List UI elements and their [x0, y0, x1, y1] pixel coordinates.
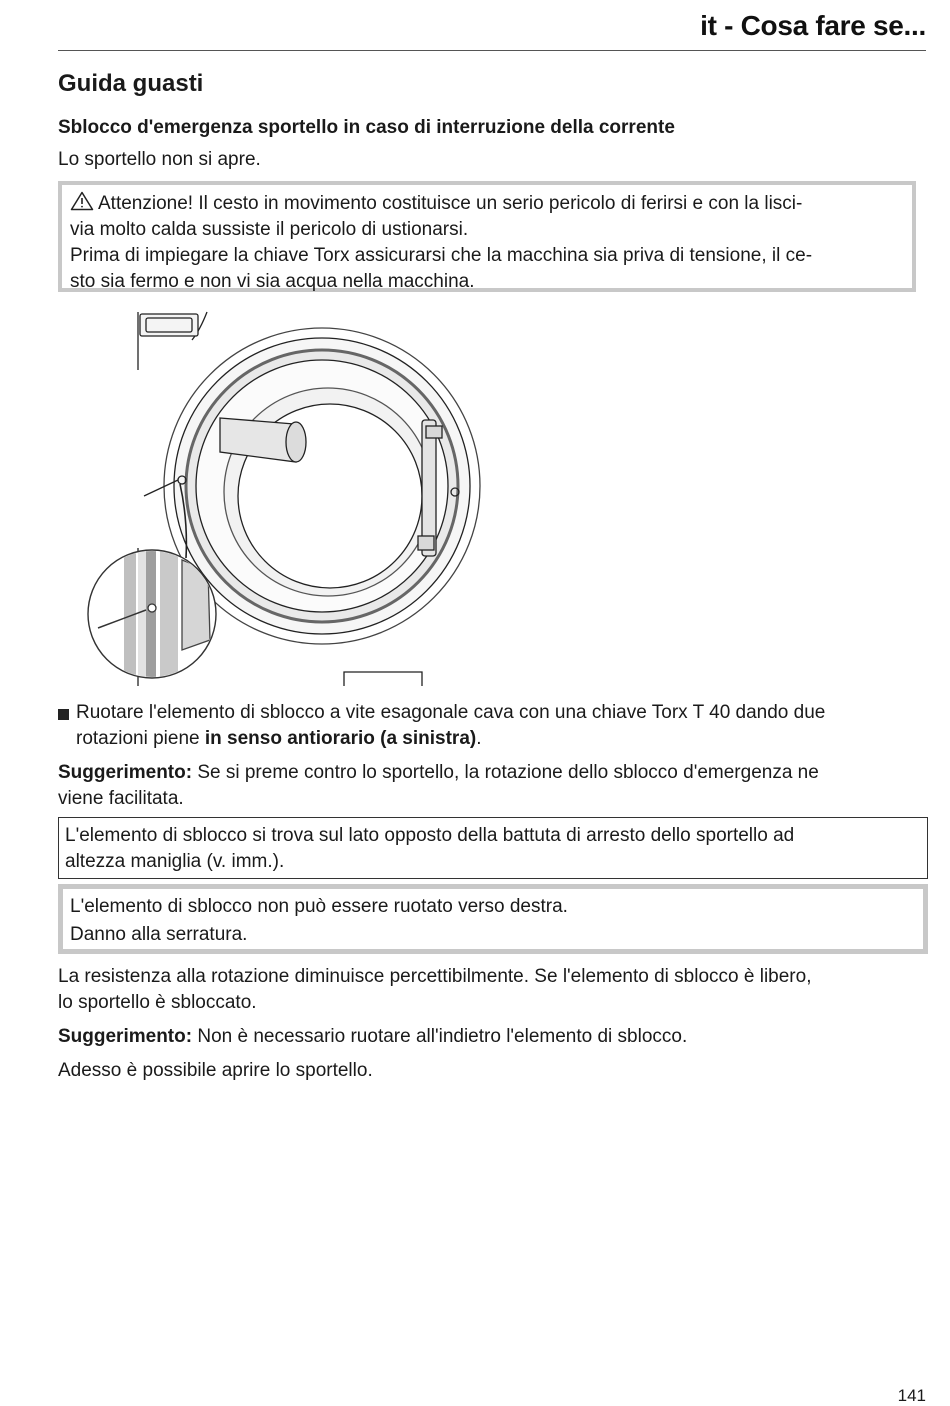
- instruction-step: [58, 700, 930, 752]
- header-divider: [58, 50, 926, 51]
- step-line-1: Ruotare l'elemento di sblocco a vite esagonale cava con una chiave Torx T 40 dando due: [76, 702, 826, 723]
- final-text: Adesso è possibile aprire lo sportello.: [58, 1060, 373, 1081]
- warning-triangle-icon: [70, 191, 94, 211]
- warning-line-1: Attenzione! Il cesto in movimento costituisce un serio pericolo di ferirsi e con la lisci-: [70, 191, 904, 217]
- intro-text: Lo sportello non si apre.: [58, 149, 261, 170]
- caution-box: [58, 884, 928, 954]
- tip-2-label: Suggerimento:: [58, 1026, 193, 1047]
- page-header-title: it - Cosa fare se...: [700, 10, 926, 41]
- result-text: La resistenza alla rotazione diminuisce percettibilmente. Se l'elemento di sblocco è libero, lo sportello è sbloccato.: [58, 966, 812, 1013]
- step-line-2: rotazioni piene in senso antiorario (a sinistra).: [76, 728, 482, 749]
- tip-1-label: Suggerimento:: [58, 762, 193, 783]
- warning-line-3: Prima di impiegare la chiave Torx assicurarsi che la macchina sia priva di tensione, il ce-: [70, 245, 813, 266]
- tip-2: Suggerimento: Non è necessario ruotare all'indietro l'elemento di sblocco.: [58, 1026, 688, 1047]
- bullet-square-icon: [58, 709, 69, 720]
- info-box: [58, 817, 928, 879]
- warning-box: [58, 181, 916, 292]
- subtitle: Sblocco d'emergenza sportello in caso di interruzione della corrente: [58, 117, 675, 138]
- info-line-2: altezza maniglia (v. imm.).: [65, 851, 285, 872]
- caution-line-2: Danno alla serratura.: [70, 924, 248, 945]
- warning-line-4: sto sia fermo e non vi sia acqua nella macchina.: [70, 271, 475, 292]
- tip-1: Suggerimento: Se si preme contro lo sportello, la rotazione dello sblocco d'emergenza ne viene facilitata.: [58, 762, 819, 809]
- info-line-1: L'elemento di sblocco si trova sul lato opposto della battuta di arresto dello sportello ad: [65, 825, 795, 846]
- caution-line-1: L'elemento di sblocco non può essere ruotato verso destra.: [70, 896, 568, 917]
- door-emergency-release-illustration: [82, 310, 494, 688]
- warning-line-2: via molto calda sussiste il pericolo di ustionarsi.: [70, 219, 469, 240]
- section-title: Guida guasti: [58, 70, 204, 97]
- page-number: 141: [897, 1386, 926, 1405]
